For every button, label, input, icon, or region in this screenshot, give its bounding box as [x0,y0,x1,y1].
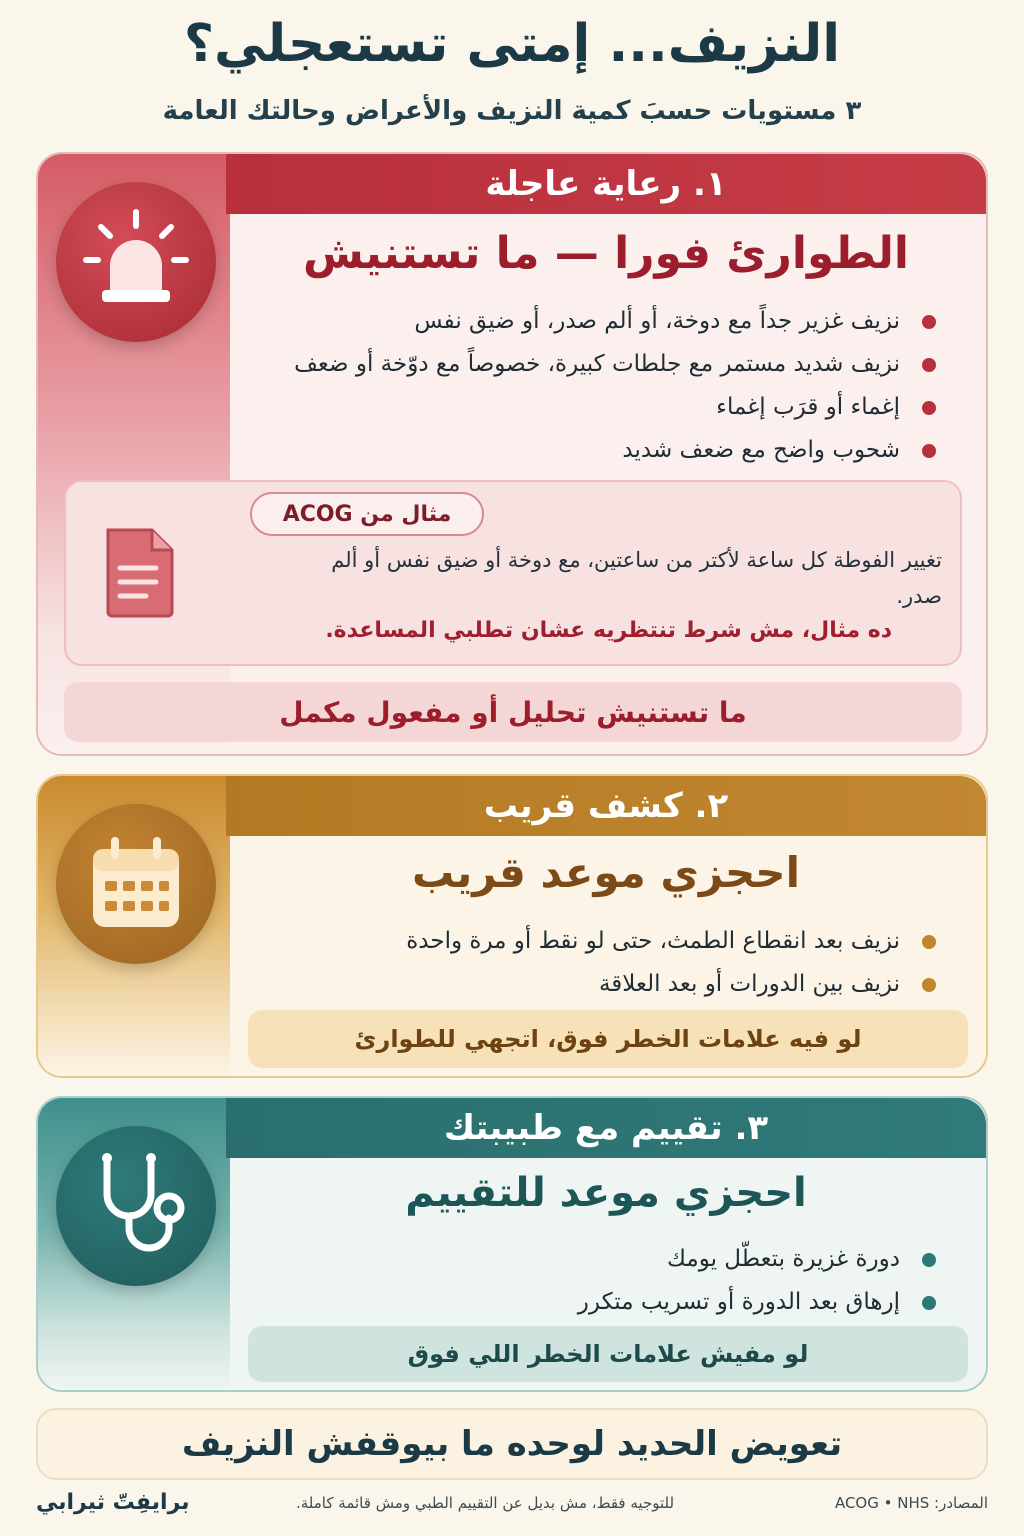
level-note-bar: لو مفيش علامات الخطر اللي فوق [248,1326,968,1382]
level-header: ٢. كشف قريب [226,776,986,836]
level-note-bar: لو فيه علامات الخطر فوق، اتجهي للطوارئ [248,1010,968,1068]
bottom-note: تعويض الحديد لوحده ما بيوقفش النزيف [36,1408,988,1480]
level-headline: الطوارئ فورا — ما تستنيش [302,228,909,279]
level-headline: احجزي موعد للتقييم [405,1170,807,1216]
calendar-icon [56,804,216,964]
level-header: ٣. تقييم مع طبيبتك [226,1098,986,1158]
bullet-dot [922,1253,936,1267]
list-item: إغماء أو قرَب إغماء [294,386,936,429]
list-item: نزيف شديد مستمر مع جلطات كبيرة، خصوصاً مع دوّخة أو ضعف [294,343,936,386]
footer-sources: المصادر: ACOG • NHS [834,1494,988,1512]
bullet-dot [922,978,936,992]
siren-icon [56,182,216,342]
level-headline: احجزي موعد قريب [412,848,800,897]
list-item: نزيف بين الدورات أو بعد العلاقة [406,963,936,1006]
list-item: نزيف غزير جداً مع دوخة، أو ألم صدر، أو ضيق نفس [294,300,936,343]
symptom-list [294,300,936,472]
bullet-dot [922,315,936,329]
example-note: ده مثال، مش شرط تنتظريه عشان تطلبي المساعدة. [325,618,892,643]
bullet-dot [922,358,936,372]
level-card-evaluation [36,1096,988,1392]
page-subtitle: ٣ مستويات حسبَ كمية النزيف والأعراض وحالتك العامة [162,96,862,126]
footer-disclaimer: للتوجيه فقط، مش بديل عن التقييم الطبي ومش قائمة كاملة. [296,1494,675,1512]
document-icon [102,526,178,622]
list-item: دورة غزيرة بتعطّل يومك [578,1238,936,1281]
bullet-dot [922,935,936,949]
symptom-list [406,920,936,1006]
list-item: نزيف بعد انقطاع الطمث، حتى لو نقط أو مرة واحدة [406,920,936,963]
level-card-soon [36,774,988,1078]
bullet-dot [922,401,936,415]
example-tag: مثال من ACOG [250,492,484,536]
level-card-urgent [36,152,988,756]
stethoscope-icon [56,1126,216,1286]
brand-logo-text: برايفِتّ ثيرابي [36,1490,190,1515]
list-item: شحوب واضح مع ضعف شديد [294,429,936,472]
level-header: ١. رعاية عاجلة [226,154,986,214]
example-box [64,480,962,666]
level-note-bar: ما تستنيش تحليل أو مفعول مكمل [64,682,962,742]
page-title: النزيف... إمتى تستعجلي؟ [183,14,841,74]
bullet-dot [922,1296,936,1310]
list-item: إرهاق بعد الدورة أو تسريب متكرر [578,1281,936,1324]
bullet-dot [922,444,936,458]
symptom-list [578,1238,936,1324]
example-text: تغيير الفوطة كل ساعة لأكتر من ساعتين، مع دوخة أو ضيق نفس أو ألم صدر. [331,548,942,608]
